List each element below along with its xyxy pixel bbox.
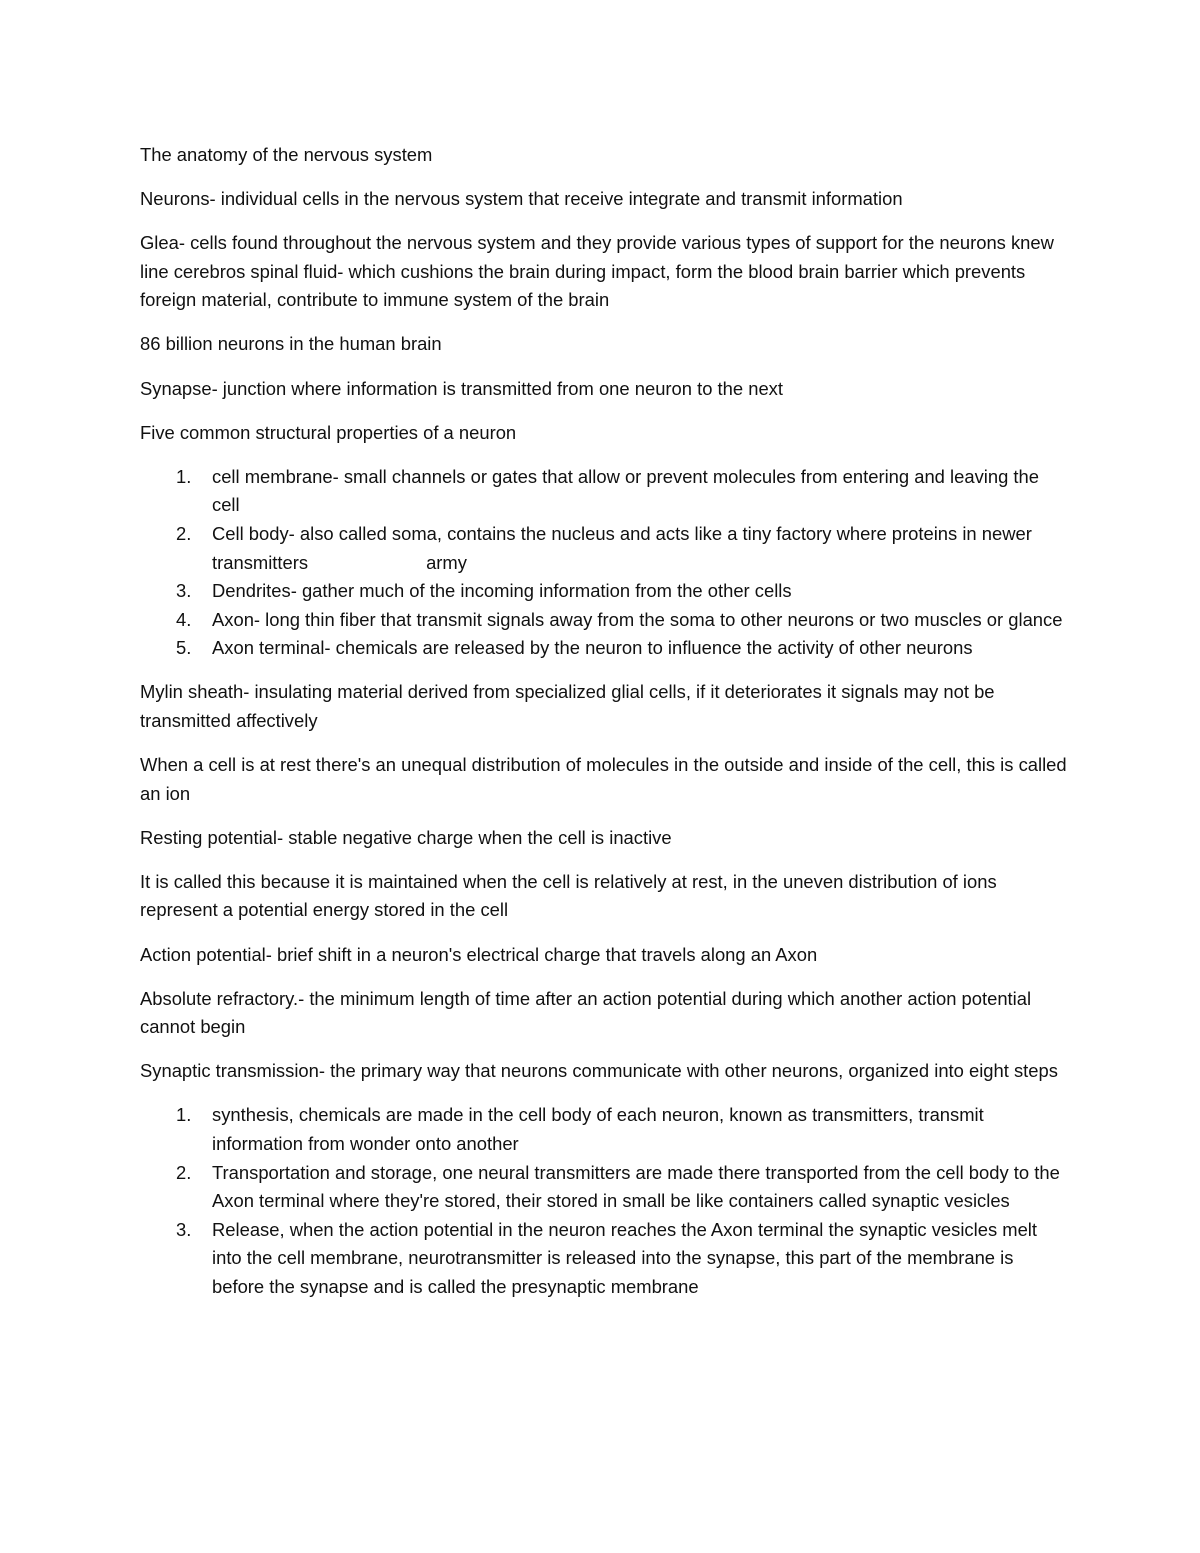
synaptic-steps-list: [140, 1101, 1070, 1301]
paragraph-neurons: Neurons- individual cells in the nervous system that receive integrate and transmit information: [140, 188, 903, 210]
list-item-text: Axon terminal- chemicals are released by the neuron to influence the activity of other neurons: [212, 637, 973, 659]
list-item-number: 3.: [176, 580, 192, 602]
list-item-number: 1.: [176, 1104, 192, 1126]
paragraph-resting-potential: Resting potential- stable negative charge when the cell is inactive: [140, 826, 672, 848]
list-item-text: cell membrane- small channels or gates that allow or prevent molecules from entering and leaving the cell: [212, 465, 1039, 516]
paragraph-resting-explanation: It is called this because it is maintained when the cell is relatively at rest, in the uneven distribution of ions represent a potential energy stored in the cell: [140, 870, 997, 921]
paragraph-structural-properties: Five common structural properties of a neuron: [140, 421, 517, 443]
list-item-number: 1.: [176, 465, 192, 487]
list-item-text: Release, when the action potential in the neuron reaches the Axon terminal the synaptic vesicles melt into the cell membrane, neurotransmitter is released into the synapse, this part of the membrane is before the synapse and is called the presynaptic membrane: [212, 1218, 1037, 1297]
list-item: [140, 520, 1070, 577]
list-item: [140, 463, 1070, 520]
list-item-number: 3.: [176, 1218, 192, 1240]
list-item: [140, 1159, 1070, 1216]
list-item: [140, 1216, 1070, 1302]
list-item: [140, 1101, 1070, 1158]
document-title: The anatomy of the nervous system: [140, 144, 433, 165]
paragraph-glea: Glea- cells found throughout the nervous system and they provide various types of support for the neurons knew line cerebros spinal fluid- which cushions the brain during impact, form the blood brain barrier which prevents foreign material, contribute to immune system of the brain: [140, 232, 1054, 311]
list-item-number: 5.: [176, 637, 192, 659]
list-item-text: Axon- long thin fiber that transmit signals away from the soma to other neurons or two muscles or glance: [212, 608, 1063, 630]
list-item-number: 2.: [176, 1161, 192, 1183]
list-item-stray-word: army: [426, 551, 467, 573]
list-item-number: 4.: [176, 608, 192, 630]
list-item: [140, 606, 1070, 635]
list-item-text: Dendrites- gather much of the incoming information from the other cells: [212, 580, 792, 602]
document-body: [140, 141, 1070, 1317]
paragraph-absolute-refractory: Absolute refractory.- the minimum length of time after an action potential during which another action potential cannot begin: [140, 987, 1032, 1038]
paragraph-action-potential: Action potential- brief shift in a neuron's electrical charge that travels along an Axon: [140, 943, 818, 965]
list-item: [140, 634, 1070, 663]
paragraph-mylin-sheath: Mylin sheath- insulating material derived from specialized glial cells, if it deteriorates it signals may not be transmitted affectively: [140, 681, 995, 731]
list-item-text: Transportation and storage, one neural transmitters are made there transported from the cell body to the Axon terminal where they're stored, their stored in small be like containers called synaptic vesicles: [212, 1161, 1060, 1212]
paragraph-synaptic-transmission: Synaptic transmission- the primary way that neurons communicate with other neurons, organized into eight steps: [140, 1060, 1058, 1082]
list-item-text: Cell body- also called soma, contains the nucleus and acts like a tiny factory where proteins in newer transmitters: [212, 522, 1032, 573]
paragraph-neuron-count: 86 billion neurons in the human brain: [140, 333, 442, 355]
list-item-number: 2.: [176, 522, 192, 544]
list-item-text: synthesis, chemicals are made in the cell body of each neuron, known as transmitters, transmit information from wonder onto another: [212, 1104, 984, 1155]
paragraph-synapse: Synapse- junction where information is transmitted from one neuron to the next: [140, 377, 783, 399]
paragraph-cell-at-rest: When a cell is at rest there's an unequal distribution of molecules in the outside and inside of the cell, this is called an ion: [140, 754, 1067, 804]
neuron-properties-list: [140, 463, 1070, 663]
list-item: [140, 577, 1070, 606]
